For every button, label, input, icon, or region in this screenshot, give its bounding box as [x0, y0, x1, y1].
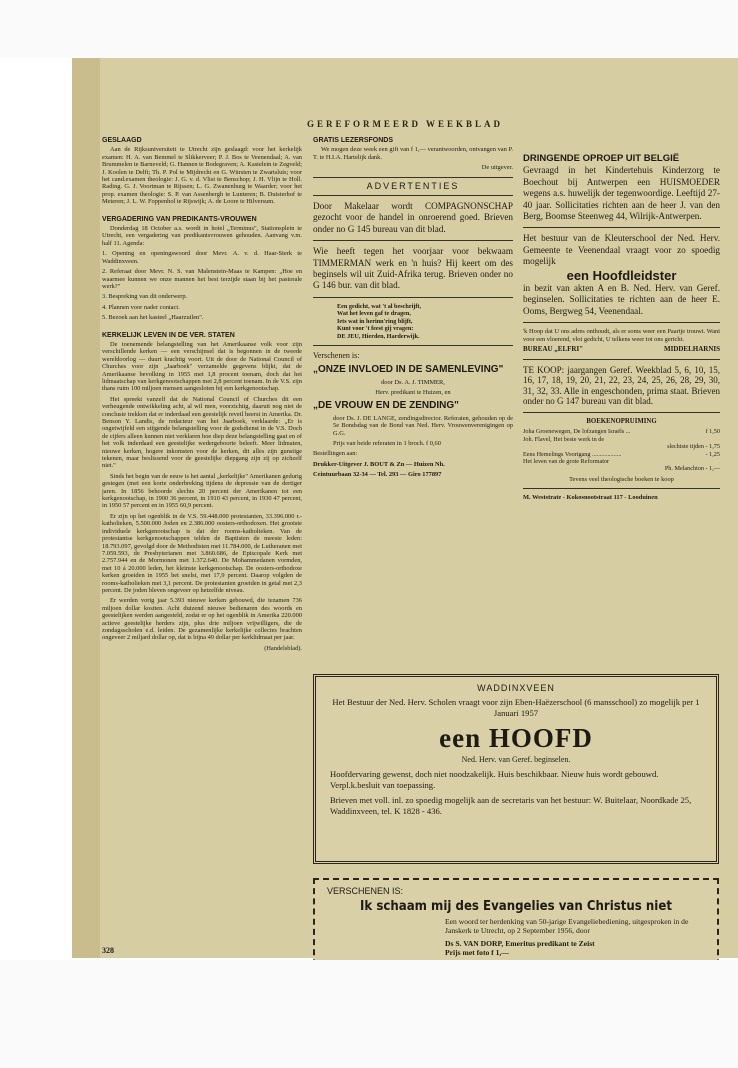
column-left: [102, 137, 302, 655]
boeken-footer: M. Weststrate - Kokosnootstraat 117 - Looduinen: [523, 494, 658, 502]
column-right: [523, 137, 720, 505]
publication-title-2: „DE VROUW EN DE ZENDING": [313, 399, 459, 411]
publication-price: Prijs van beide referaten in 1 broch. f 0,60: [333, 439, 441, 447]
divider: [523, 322, 720, 323]
running-head: GEREFORMEERD WEEKBLAD: [306, 119, 504, 129]
waddinxveen-line: Hoofdervaring gewenst, doch niet noodzakelijk. Huis beschikbaar. Nieuw huis wordt gebouwd. Verpl.k.besluit van toepassing.: [330, 769, 659, 790]
publication-author-2: door Ds. J. DE LANGE, zendingsdirector. Referaten, gehouden op de 5e Bondsdag van de Bond van Ned. Herv. Vrouwenverenigingen op G.G.: [333, 414, 513, 437]
publication-author-1: door Ds. A. J. TIMMER,: [381, 378, 445, 386]
gratis-signature: De uitgever.: [481, 164, 513, 172]
adres-place: MIDDELHARNIS: [663, 345, 720, 354]
divider: [523, 359, 720, 360]
waddinxveen-big-title: een HOOFD: [439, 723, 593, 753]
geslaagd-heading: GESLAAGD: [102, 137, 142, 144]
agenda-item: 4. Plannen voor nader contact.: [102, 303, 180, 311]
verschenen-body: Een woord ter herdenking van 50-jarige Evangeliebediening, uitgesproken in de Janskerk te Utrecht, op 2 September 1956, door: [445, 917, 689, 936]
divider: [523, 227, 720, 228]
te-koop-ad: TE KOOP: jaargangen Geref. Weekblad 5, 6, 10, 15, 16, 17, 18, 19, 20, 21, 22, 23, 24, 25, 26, 28, 29, 30, 31, 32, 33. Alle in engeschonden, prima staat. Brieven onder no G 147 bureau van dit blad.: [523, 364, 720, 407]
waddinxveen-title: WADDINXVEEN: [477, 683, 555, 693]
kerkelijk-source: (Handelsblad).: [264, 644, 302, 652]
book-subline: Ph. Melanchton - 1,—: [664, 465, 720, 473]
book-row: [523, 451, 720, 458]
divider: [313, 195, 513, 196]
oproep-heading: DRINGENDE OPROEP UIT BELGIË: [523, 153, 680, 164]
book-row: [523, 428, 720, 435]
gratis-text: We mogen deze week een gift van f 1,— verantwoorden, ontvangen van P. T. te H.I.A. Hartelijk dank.: [313, 146, 513, 161]
publication-role-1: Herv. predikant te Huizen, en: [375, 389, 451, 397]
kerkelijk-paragraph: De toenemende belangstelling van het Amerikaanse volk voor zijn verschillende kerken — een verschijnsel dat is begonnen in de tweede wereldoorlog — duurt krachtig voort. Uit de door de National Council of Churches voor zijn „Jaarboek" verzamelde gegevens blijkt, dat de Amerikaanse bevolking in 1955 met 1,8 procent toenam, doch dat het lidmaatschap van kerkgenootschappen met 2,8 percent toenam. In de V.S. zijn thans ruim 100 miljoen mensen aangesloten bij een kerkgenootschap.: [102, 340, 302, 393]
orders-lead: Bestellingen aan:: [313, 450, 358, 458]
poem-line: Iets wat in herinn'ring blijft,: [337, 317, 413, 325]
waddinxveen-line: Brieven met voll. inl. zo spoedig mogelijk aan de secretaris van het bestuur: W. Buitelaar, Noordkade 25, Waddinxveen, tel. K 1828 - 436.: [330, 795, 692, 816]
kerkelijk-paragraph: Er werden vorig jaar 5.393 nieuwe kerken gebouwd, die tezamen 736 miljoen dollar kostten. Acht duizend nieuwe bedienaren des woords en geestelijken werden aangesteld, zodat er op het ogenblik in Amerika 220.000 actieve geestelijke herders zijn, plus drie miljoen vrijwilligers, die de zondagsscholen e.d. leiden. De gezamenlijke kerkelijke collectes brachten ongeveer 2 miljard dollar op, dat is bijna 49 dollar per kerklidmaat per jaar.: [102, 597, 302, 642]
kleuterschool-title: een Hoofdleidster: [566, 267, 677, 283]
book-title: Eens Hemelings Voortgang ...................: [523, 450, 622, 458]
divider: [313, 177, 513, 178]
book-title: Joha Groenewegen, De lofzangen Israëls ...: [523, 428, 631, 436]
adres-footer: [523, 346, 720, 353]
ad-timmerman: Wie heeft tegen het voorjaar voor bekwaam TIMMERMAN werk en 'n huis? Hij keert om des beginsels wil uit Zuid-Afrika terug. Brieven onder no G 146 bur. van dit blad.: [313, 246, 513, 291]
agenda-item: 5. Bezoek aan het kasteel „Haarzuilen".: [102, 314, 204, 322]
book-subline: slechtste tijden - 1,75: [667, 443, 720, 451]
verschenen-head: VERSCHENEN IS:: [327, 886, 404, 896]
agenda-item: 3. Bespreking van dit onderwerp.: [102, 293, 188, 301]
scan-margin-top: [0, 0, 738, 58]
divider: [523, 412, 720, 413]
orders-line: Drukker-Uitgever J. BOUT & Zn — Huizen Nh.: [313, 460, 445, 468]
kerkelijk-paragraph: Het spreekt vanzelf dat de National Council of Churches dit een verheugende ontwikkeling acht, al wil men, voorzichtig, daaruit nog niet de conclusie trekken dat er inderdaad een geestelijk reveil heerst in Amerika. Dr. Benson Y. Landis, de redacteur van het Jaarboek, verklaarde: „Er is ongetwijfeld een stijgende belangstelling voor de godsdienst in de V.S. Doch de cijfers alleen kunnen niet verklaren hoe diep deze belangstelling gaat en of het volk inderdaad een geestelijke wedergeboorte beleeft. Meer lidmaten, nieuwe kerken, hogere inkomsten voor de kerken, dit alles zijn gunstige tekenen, maar beslissend voor de geestelijke diepgang zijn zij op zichzelf niet.": [102, 395, 302, 470]
geslaagd-text: Aan de Rijksuniversiteit te Utrecht zijn geslaagd: voor het kerkelijk examen: H. A. van Bemmel te Slikkerveer; P. J. Bos te Veenendaal; A. van Brummelen te Barneveld; G. Hannen te Bodegraven; A. Kastelein te Zegveld; J. Koolen te Delft; Th. P. Pol te Mijdrecht en G. Würsten te Zwartsluis; voor het cand.examen theologie: J. G. v. d. Vlist te Benschop; J. H. Vlijn te Holl. Rading. G. J. Voortman te Rijssen; L. G. Zwanenburg te Waarder; voor het prop. examen theologie: S. P. van Assenbergh te Lunteren; B. Duisterhof te Meteren; J. L. W. Foppenhol te Rijswijk; A. de Loore te Hilversum.: [102, 146, 302, 206]
column-middle: [313, 137, 513, 482]
book-price: f 1,50: [705, 428, 720, 436]
boekenopruiming-title: BOEKENOPRUIMING: [586, 417, 657, 425]
kleuterschool-text: in bezit van akten A en B. Ned. Herv. van Geref. beginselen. Sollicitaties te richten aan de heer E. Ooms, Bergweg 54, Veenendaal.: [523, 283, 720, 316]
publication-title-1: „ONZE INVLOED IN DE SAMENLEVING": [313, 363, 504, 375]
ad-compagnonschap: Door Makelaar wordt COMPAGNONSCHAP gezocht voor de handel in onroerend goed. Brieven onder no G 145 bureau van dit blad.: [313, 201, 513, 234]
poem-line: DE JEU, Hierden, Harderwijk.: [337, 332, 420, 340]
poem-ad: [337, 303, 513, 340]
divider: [313, 240, 513, 241]
poem-line: Wat het leven gaf te dragen,: [337, 310, 411, 318]
divider: [313, 297, 513, 298]
book-price: - 1,25: [705, 450, 720, 458]
book-row: [523, 458, 720, 465]
verschenen-title: Ik schaam mij des Evangelies van Christus niet: [360, 899, 672, 914]
poem-line: Een gedicht, wat 't al beschrijft,: [337, 302, 422, 310]
waddinxveen-subtitle: Ned. Herv. van Geref. beginselen.: [461, 755, 571, 764]
scan-margin-bottom: [0, 960, 738, 1068]
adres-bureau: BUREAU „ELFRI": [523, 345, 584, 354]
poem-line: Kunt voor 't feest gij vragen:: [337, 325, 414, 333]
kerkelijk-paragraph: Sinds het begin van de eeuw is het aantal „kerkelijke" Amerikanen gedurig gestegen (met een korte onderbreking tijdens de depressie van de dertiger jaren. In 1856 behoorde slechts 20 percent der Amerikanen tot een kerkgenootschap, in 1900 36 percent, in 1910 43 percent, in 1930 47 percent, in 1950 57 percent en in 1955 60,9 percent.: [102, 472, 302, 510]
book-title: Joh. Flavel, Het beste werk in de: [523, 435, 605, 443]
newspaper-page: [72, 58, 738, 958]
kerkelijk-heading: KERKELIJK LEVEN IN DE VER. STATEN: [102, 331, 235, 339]
verschenen-lead: Verschenen is:: [313, 350, 360, 360]
orders-line: Ceintuurbaan 32-34 — Tel. 293 — Giro 177897: [313, 471, 442, 479]
oproep-text: Gevraagd in het Kindertehuis Kinderzorg te Boechout bij Antwerpen een HUISMOEDER wegens a.s. huwelijk der tegenwoordige. Leeftijd 27-40 jaar. Sollicitaties richten aan de heer J. van den Berg, Boomse Steenweg 44, Wilrijk-Antwerpen.: [523, 165, 720, 222]
verschenen-author: Ds S. VAN DORP, Emeritus predikant te Zeist: [445, 938, 595, 948]
agenda-item: 2. Referaat door Mevr. N. S. van Malenstein-Maas te Kampen: „Hoe en waarmee kunnen we onze mannen het best terzijde staan bij het pastorale werk?": [102, 268, 302, 290]
page-number: 328: [102, 946, 114, 955]
verschenen-price: Prijs met foto f 1,—: [445, 948, 509, 958]
agenda-item: 1. Opening en openingswoord door Mevr. A. v. d. Haar-Sterk te Waddinxveen.: [102, 250, 302, 265]
kerkelijk-paragraph: Er zijn op het ogenblik in de V.S. 59.448.000 protestanten, 33.396.000 r.-katholieken, 5.500.000 Joden en 2.386.000 oosters-orthodoxen. Het grootste individuele kerkgenootschap is dat der rooms-katholieken. Van de protestantse kerkgenootschappen telden de Baptisten de meeste leden: 18.793.097, gevolgd door de Methodisten met 11.784.000, de Lutheranen met 7.059.593, de Presbyterianen met 3.860.686, de Episcopale Kerk met 2.757.944 en de Mormonen met 1.372.640. De Mohammedanen vormden, met 10 à 20.000 leden, het kleinste kerkgenootschap. De oosters-orthodoxe kerken groeiden in 1955 het snelst, met 17,9 percent. Daarop volgden de rooms-katholieken met 3,1 percent. De protestanten groeiden in getal met 2,3 percent. De joden bleven ongeveer op hetzelfde niveau.: [102, 512, 302, 594]
vergadering-heading: VERGADERING VAN PREDIKANTS-VROUWEN: [102, 215, 257, 223]
book-row: [523, 436, 720, 443]
adres-text: 'k Hoop dat U ons adres onthoudt, als er soms weer een Paartje trouwt. Want voor een vloerend, vlot gedicht, U telkens weer tot ons gericht.: [523, 328, 720, 343]
advertenties-title: ADVERTENTIES: [366, 180, 460, 191]
kleuterschool-intro: Het bestuur van de Kleuterschool der Ned. Herv. Gemeente te Veenendaal vraagt voor zo spoedig mogelijk: [523, 233, 720, 267]
divider: [523, 488, 720, 489]
gratis-heading: GRATIS LEZERSFONDS: [313, 137, 393, 144]
waddinxveen-ad-box: [313, 674, 719, 864]
vergadering-intro: Donderdag 18 October a.s. wordt in hotel „Terminus", Stationsplein te Utrecht, een vergadering van predikantsvrouwen gehouden. Aanvang v.m. half 11. Agenda:: [102, 225, 302, 247]
book-title: Het leven van de grote Reformator: [523, 457, 610, 465]
waddinxveen-intro: Het Bestuur der Ned. Herv. Scholen vraagt voor zijn Eben-Haëzerschool (6 mansschool) zo mogelijk per 1 Januari 1957: [332, 697, 700, 718]
boeken-note: Tevens veel theologische boeken te koop: [569, 475, 674, 483]
divider: [313, 345, 513, 346]
